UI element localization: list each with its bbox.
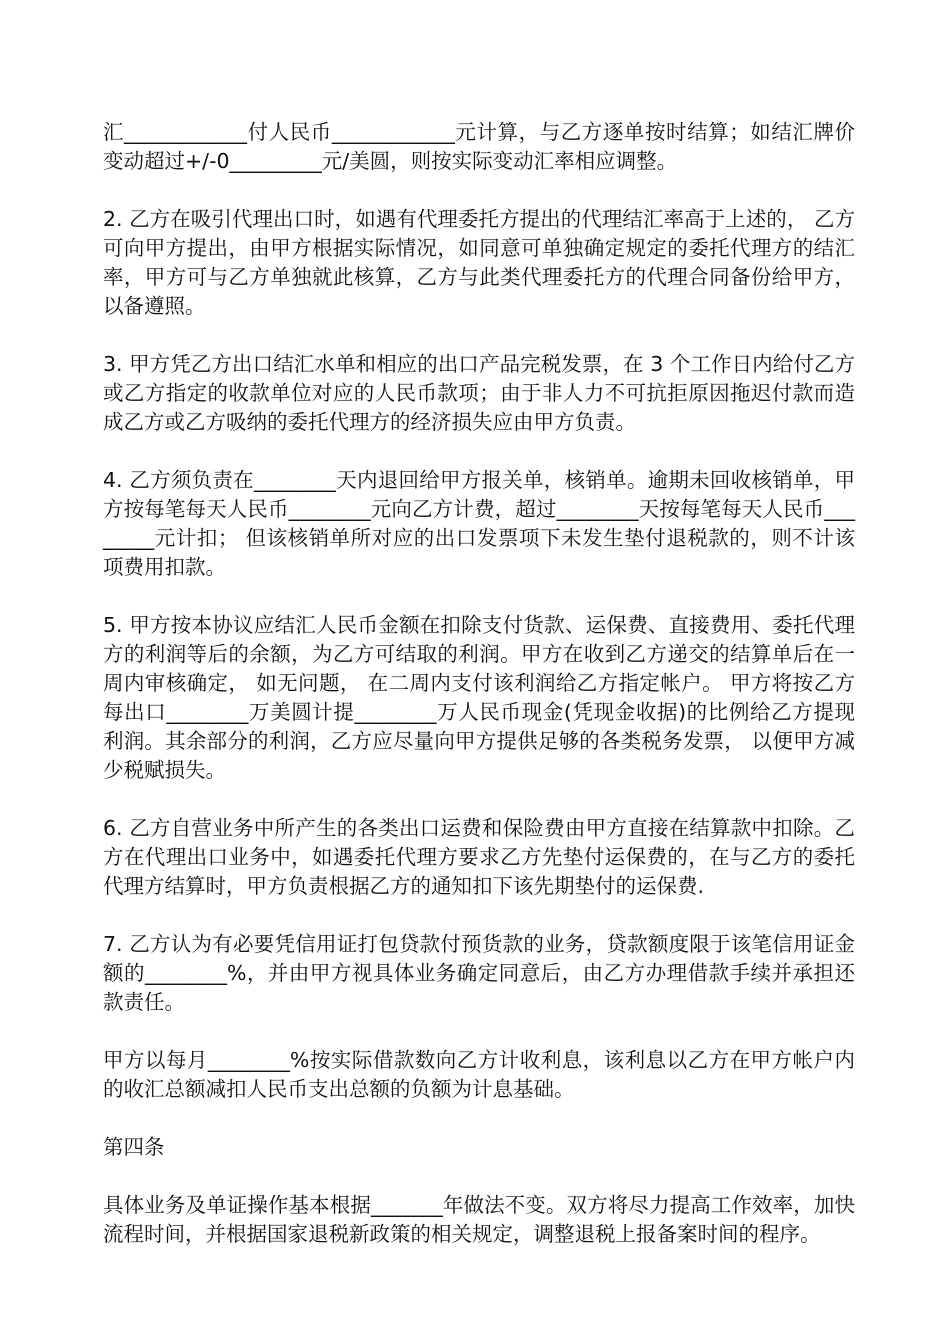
document-page <box>103 118 855 1249</box>
paragraph-clause-2: 2. 乙方在吸引代理出口时，如遇有代理委托方提出的代理结汇率高于上述的， 乙方可向甲方提出，由甲方根据实际情况，如同意可单独确定规定的委托代理方的结汇率，甲方可与乙方单独就此核算，乙方与此类代理委托方的代理合同备份给甲方，以备遵照。 <box>103 207 855 318</box>
paragraph-clause-5: 5. 甲方按本协议应结汇人民币金额在扣除支付货款、运保费、直接费用、委托代理方的利润等后的余额，为乙方可结取的利润。甲方在收到乙方递交的结算单后在一周内审核确定， 如无问题， 在二周内支付该利润给乙方指定帐户。 甲方将按乙方每出口________万美圆计提________万人民币现金(凭现金收据)的比例给乙方提现利润。其余部分的利润，乙方应尽量向甲方提供足够的各类税务发票， 以便甲方减少税赋损失。 <box>103 613 855 782</box>
section-heading-article-4: 第四条 <box>103 1135 165 1159</box>
paragraph-clause-6: 6. 乙方自营业务中所产生的各类出口运费和保险费由甲方直接在结算款中扣除。乙方在代理出口业务中，如遇委托代理方要求乙方先垫付运保费的，在与乙方的委托代理方结算时，甲方负责根据乙方的通知扣下该先期垫付的运保费. <box>103 816 855 898</box>
paragraph-exchange-rate-continuation: 汇____________付人民币____________元计算，与乙方逐单按时结算；如结汇牌价变动超过+/-0_________元/美圆，则按实际变动汇率相应调整。 <box>103 120 855 173</box>
paragraph-clause-7: 7. 乙方认为有必要凭信用证打包贷款付预货款的业务，贷款额度限于该笔信用证金额的________%，并由甲方视具体业务确定同意后，由乙方办理借款手续并承担还款责任。 <box>103 932 855 1014</box>
paragraph-clause-4: 4. 乙方须负责在________天内退回给甲方报关单，核销单。逾期未回收核销单，甲方按每笔每天人民币________元向乙方计费，超过________天按每笔每天人民币________元计扣； 但该核销单所对应的出口发票项下未发生垫付退税款的，则不计该项费用扣款。 <box>103 468 855 579</box>
paragraph-clause-3: 3. 甲方凭乙方出口结汇水单和相应的出口产品完税发票，在 3 个工作日内给付乙方或乙方指定的收款单位对应的人民币款项；由于非人力不可抗拒原因拖迟付款而造成乙方或乙方吸纳的委托代理方的经济损失应由甲方负责。 <box>103 352 855 434</box>
paragraph-interest: 甲方以每月________%按实际借款数向乙方计收利息，该利息以乙方在甲方帐户内的收汇总额减扣人民币支出总额的负额为计息基础。 <box>103 1048 855 1101</box>
paragraph-article-4-body: 具体业务及单证操作基本根据_______年做法不变。双方将尽力提高工作效率，加快流程时间，并根据国家退税新政策的相关规定，调整退税上报备案时间的程序。 <box>103 1193 855 1246</box>
